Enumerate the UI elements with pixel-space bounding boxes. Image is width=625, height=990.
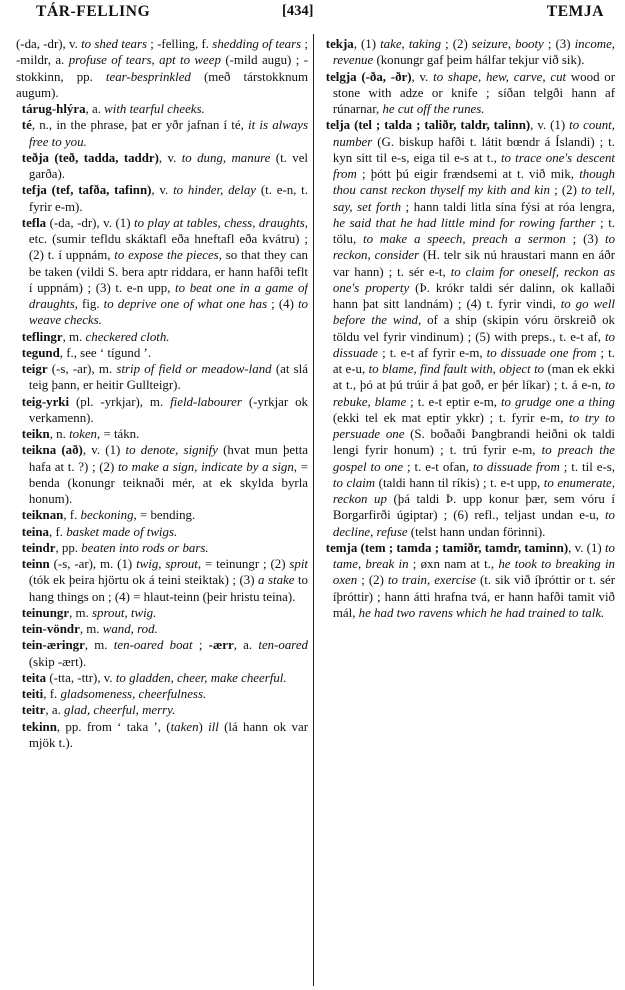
entry-text: (pl. -yrkjar), m. xyxy=(69,394,171,409)
dictionary-entry xyxy=(320,540,615,621)
definition: to go well before the wind xyxy=(332,297,615,328)
definition: to blame, find fault with, object to xyxy=(368,362,545,376)
headword: tefla xyxy=(21,215,47,230)
entry-text: , (1) xyxy=(353,37,381,51)
definition: wand, rod. xyxy=(102,622,158,636)
entry-text: ; (2) xyxy=(549,183,582,198)
entry-text: (ekki tel ek mat eptir ykkr) ; t. fyrir e-m, xyxy=(332,410,570,425)
headword: teig-yrki xyxy=(21,394,70,409)
entry-text: ; -mildr, a. xyxy=(16,37,308,68)
definition: to shed tears xyxy=(81,37,148,51)
entry-text: ; øxn nam at t., xyxy=(408,557,499,571)
definition: to claim xyxy=(332,475,376,490)
entry-text: , = tákn. xyxy=(97,427,140,441)
definition: spit xyxy=(289,557,308,571)
definition: to shape, hew, carve, cut xyxy=(433,69,567,84)
entry-text: , m. xyxy=(79,622,103,636)
definition: to denote, signify xyxy=(125,443,218,458)
entry-text: (þá taldi Þ. upp konur þær, sem vóru í Borgarfirði úgiptar) ; (6) refl., teljast undan e-u, xyxy=(332,492,615,523)
entry-text: (konungr gaf þeim hálfar tekjur við sik). xyxy=(373,53,585,68)
dictionary-entry xyxy=(16,507,308,523)
entry-text: , m. xyxy=(69,605,92,620)
entry-text: (með társtokknum augum). xyxy=(16,69,308,100)
definition: token xyxy=(69,427,97,441)
entry-text: (tók ek þeira hjörtu ok á teini steiktak) ; (3) xyxy=(28,573,259,588)
entry-text: , fig. xyxy=(74,297,104,311)
headword: teiknan xyxy=(21,508,64,523)
entry-text: (lá hann ok var mjök t.). xyxy=(28,719,308,750)
dictionary-entry xyxy=(16,605,308,621)
dictionary-entry xyxy=(16,686,308,702)
entry-text: ; xyxy=(192,638,209,653)
headword: teikna (að) xyxy=(21,443,83,458)
entry-text: (-da, -dr), v. xyxy=(16,37,82,51)
headword: tefja (tef, tafða, tafinn) xyxy=(21,183,152,198)
headword: -ærr xyxy=(208,638,234,653)
dictionary-entry xyxy=(16,540,308,556)
headword: tein-æringr xyxy=(21,638,85,653)
definition: ill xyxy=(208,719,219,734)
definition: income, revenue xyxy=(332,37,615,68)
definition: to preach the gospel to one xyxy=(332,443,615,474)
dictionary-entry xyxy=(16,182,308,215)
definition: seizure, booty xyxy=(471,37,544,51)
entry-text: ; (2) xyxy=(357,573,388,588)
entry-text: ) xyxy=(198,719,209,734)
entry-text: , a. xyxy=(85,102,105,116)
dictionary-entry xyxy=(16,637,308,670)
page-header xyxy=(14,3,612,27)
definition: he had two ravens which he had trained to talk. xyxy=(358,605,605,620)
entry-text: , so that they can be taken (vildi S. bera aptr riddara, er hann hafði teflt í uppnám) ; (3) t. e-n upp, xyxy=(28,248,308,295)
entry-text: , v. (1) xyxy=(530,118,570,133)
definition: to gladden, cheer, make cheerful. xyxy=(115,670,287,685)
definition: to dissuade one from xyxy=(486,345,597,360)
dictionary-entry xyxy=(16,442,308,507)
entry-text: ; t. tölu, xyxy=(332,215,615,246)
entry-text: , f. xyxy=(43,687,61,701)
entry-text: , v. (1) xyxy=(82,443,126,458)
definition: though thou canst reckon thyself my kith and kin xyxy=(332,167,615,198)
entry-text: (-mild augu) ; -stokkinn, pp. xyxy=(16,53,308,84)
definition: to try to persuade one xyxy=(332,410,615,441)
entry-text: , v. xyxy=(151,183,174,198)
entry-text: ; (3) xyxy=(565,232,605,246)
headword: telgja (-ða, -ðr) xyxy=(325,69,412,84)
definition: to dissuade from xyxy=(472,459,560,474)
entry-text: (skip -ært). xyxy=(28,654,87,669)
definition: sprout, twig. xyxy=(92,605,157,620)
entry-text: , etc. (sumir tefldu skáktafl eða hneftafl eða kvátru) ; (2) t. í uppnám, xyxy=(28,215,308,263)
entry-text: (t. vel garða). xyxy=(28,150,308,181)
definition: to trace one's descent from xyxy=(332,150,615,181)
entry-text: (hvat mun þetta hafa at t. ?) ; (2) xyxy=(28,443,308,474)
definition: ten-oared xyxy=(258,638,308,653)
definition: to deprive one of what one has xyxy=(103,297,268,311)
definition: he said that he had little mind for rowing farther xyxy=(332,215,596,230)
definition: to claim for oneself, reckon as one's property xyxy=(332,264,615,295)
dictionary-entry xyxy=(16,670,308,686)
definition: to make a sign, indicate by a sign xyxy=(117,459,294,474)
dictionary-entry xyxy=(16,556,308,605)
entry-text: (man ek ekki at t., þó at þú trúir á þat goð, er þér líkar) ; t. á e-n, xyxy=(332,362,615,393)
entry-text: (-s, -ar), m. (1) xyxy=(49,557,137,571)
definition: to decline, refuse xyxy=(332,508,615,539)
entry-text: (-s, -ar), m. xyxy=(47,362,117,376)
entry-text: ; hann taldi litla sína fýsi at róa lengra, xyxy=(401,199,615,214)
dictionary-entry xyxy=(16,719,308,752)
entry-text: (-da, -dr), v. (1) xyxy=(46,215,135,230)
dictionary-entry xyxy=(16,36,308,101)
definition: a stake xyxy=(258,573,295,588)
entry-text: ; þótt þú eigir frændsemi at t. við mik, xyxy=(356,167,580,181)
dictionary-entry xyxy=(16,150,308,183)
entry-text: (H. telr sik nú hraustari mann en áðr var hann) ; t. sér e-t, xyxy=(332,248,615,279)
right-catchword: TEMJA xyxy=(546,3,604,20)
headword: tárug-hlýra xyxy=(21,102,86,116)
column-divider xyxy=(313,34,314,986)
dictionary-entry xyxy=(16,117,308,150)
entry-text: , a. xyxy=(45,703,65,718)
entry-text: , v. xyxy=(158,150,182,165)
dictionary-entry xyxy=(16,621,308,637)
entry-text: , n., in the phrase, þat er yðr jafnan í té, xyxy=(31,118,249,133)
page-number: [434] xyxy=(282,3,314,19)
headword: teitr xyxy=(21,703,46,718)
entry-text: (at slá teig þann, er heitir Gullteigr). xyxy=(28,362,308,393)
headword: teinn xyxy=(21,557,50,571)
definition: basket made of twigs. xyxy=(66,524,178,539)
entry-text: , f. xyxy=(49,524,67,539)
definition: field-labourer xyxy=(170,394,242,409)
definition: to weave checks. xyxy=(28,297,308,328)
entry-text: , a. xyxy=(233,638,259,653)
headword: teðja (teð, tadda, taddr) xyxy=(21,150,159,165)
left-catchword: TÁR-FELLING xyxy=(36,3,151,20)
entry-text: , = bending. xyxy=(133,508,196,523)
dictionary-entry xyxy=(16,361,308,394)
definition: to rebuke, blame xyxy=(332,378,615,409)
headword: teflingr xyxy=(21,329,63,344)
definition: strip of field or meadow-land xyxy=(116,362,272,376)
entry-text: , f., see ‘ tígund ’. xyxy=(59,345,152,360)
entry-text: , pp. xyxy=(55,540,82,555)
entry-text: ; -felling, f. xyxy=(147,37,213,51)
entry-text: (S. boðaði Þangbrandi heiðni ok taldi lengi fyrir honum) ; t. trú fyrir e-m, xyxy=(332,427,615,458)
entry-text: ; t. at e-u, xyxy=(332,345,615,376)
definition: he took to breaking in oxen xyxy=(332,557,615,588)
entry-text: ; t. e-t eptir e-m, xyxy=(406,394,501,409)
headword: teigr xyxy=(21,362,48,376)
definition: shedding of tears xyxy=(212,37,302,51)
entry-text: , v. xyxy=(411,69,434,84)
entry-text: ; t. e-t ofan, xyxy=(403,459,473,474)
definition: to reckon, consider xyxy=(332,232,615,263)
dictionary-entry xyxy=(16,426,308,442)
headword: teikn xyxy=(21,427,50,441)
headword: teinungr xyxy=(21,605,70,620)
definition: to count, number xyxy=(332,118,615,149)
entry-text: ; t. til e-s, xyxy=(559,459,615,474)
entry-text: , f. xyxy=(63,508,81,523)
dictionary-entry xyxy=(16,329,308,345)
entry-text: , m. xyxy=(84,638,114,653)
definition: to tame, break in xyxy=(332,540,615,571)
headword: teiti xyxy=(21,687,44,701)
entry-text: , = teinungr ; (2) xyxy=(197,557,290,571)
definition: take, taking xyxy=(380,37,442,51)
dictionary-entry xyxy=(16,524,308,540)
definition: to hinder, delay xyxy=(173,183,257,198)
definition: to make a speech, preach a sermon xyxy=(363,232,566,246)
definition: beckoning xyxy=(80,508,134,523)
dictionary-entry xyxy=(16,394,308,427)
entry-text: wood or stone with adze or knife ; síðan telgði hann af rúnarnar, xyxy=(332,69,615,116)
headword: teindr xyxy=(21,540,56,555)
dictionary-entry xyxy=(320,36,615,69)
definition: to dissuade xyxy=(332,329,615,360)
definition: to expose the pieces xyxy=(114,248,219,263)
headword: tein-vöndr xyxy=(21,622,80,636)
entry-text: ; (4) xyxy=(267,297,298,311)
entry-text: , v. (1) xyxy=(568,540,605,555)
headword: tekja xyxy=(325,37,354,51)
definition: beaten into rods or bars. xyxy=(81,540,209,555)
entry-text: ; (3) xyxy=(543,37,575,51)
headword: temja (tem ; tamda ; tamiðr, tamdr, taminn) xyxy=(325,540,569,555)
entry-text: (G. biskup hafði t. látit bœndr á Íslandi) ; t. kyn sitt til e-s, eiga til e-s at t., xyxy=(332,134,615,165)
right-column xyxy=(320,36,615,986)
definition: with tearful cheeks. xyxy=(104,102,205,116)
dictionary-entry xyxy=(320,69,615,118)
definition: tear-besprinkled xyxy=(105,69,191,84)
entry-text: , of a ship (skipin vóru örskreið ok töldu vel fyrir vindinum) ; (5) with preps., t. e-t af, xyxy=(332,313,615,344)
definition: to beat one in a game of draughts xyxy=(28,280,308,311)
entry-text: (taldi hann til ríkis) ; t. e-t upp, xyxy=(375,475,544,490)
headword: té xyxy=(21,118,32,133)
headword: telja (tel ; talda ; taliðr, taldr, talinn) xyxy=(325,118,531,133)
dictionary-entry xyxy=(320,117,615,540)
definition: to grudge one a thing xyxy=(500,394,615,409)
entry-text: (-yrkjar ok verkamenn). xyxy=(28,394,308,425)
definition: to enumerate, reckon up xyxy=(332,475,615,506)
definition: it is always free to you. xyxy=(28,118,308,149)
entry-text: ; (2) xyxy=(441,37,472,51)
dictionary-entry xyxy=(16,702,308,718)
definition: to tell, say, set forth xyxy=(332,183,615,214)
entry-text: (t. sik við íþróttir or t. sér íþróttir) ; hann átti hrafna tvá, er hann hafði tamit við mál, xyxy=(332,573,615,620)
headword: teita xyxy=(21,670,47,685)
definition: to train, exercise xyxy=(387,573,476,588)
definition: ten-oared boat xyxy=(113,638,193,653)
entry-text: , n. xyxy=(49,427,70,441)
definition: to play at tables, chess, draughts xyxy=(134,215,305,230)
headword: teina xyxy=(21,524,50,539)
dictionary-entry xyxy=(16,345,308,361)
dictionary-entry xyxy=(16,101,308,117)
definition: twig, sprout xyxy=(136,557,198,571)
definition: to dung, manure xyxy=(181,150,271,165)
entry-text: (Þ. krókr taldi sér dalinn, ok kallaði hann þat sitt landnám) ; (4) t. fyrir vindi, xyxy=(332,280,615,311)
dictionary-entry xyxy=(16,215,308,329)
definition: glad, cheerful, merry. xyxy=(64,703,176,718)
headword: tegund xyxy=(21,345,60,360)
definition: gladsomeness, cheerfulness. xyxy=(60,687,207,701)
entry-text: (telst hann undan förinni). xyxy=(407,524,546,539)
definition: checkered cloth. xyxy=(85,329,170,344)
entry-text: (-tta, -ttr), v. xyxy=(46,670,116,685)
entry-text: (t. e-n, t. fyrir e-m). xyxy=(28,183,308,214)
entry-text: , pp. from ‘ taka ’, ( xyxy=(56,719,171,734)
headword: tekinn xyxy=(21,719,57,734)
definition: he cut off the runes. xyxy=(382,102,485,116)
definition: profuse of tears, apt to weep xyxy=(68,53,221,68)
definition: taken xyxy=(170,719,199,734)
entry-text: to hang things on ; (4) = hlaut-teinn (þeir hristu teina). xyxy=(28,573,308,604)
entry-text: ; t. e-t af fyrir e-m, xyxy=(378,345,487,360)
entry-text: , m. xyxy=(62,329,86,344)
left-column xyxy=(16,36,308,986)
entry-text: , = benda (konungr teiknaði mér, at ek skylda byrla honum). xyxy=(28,459,308,506)
